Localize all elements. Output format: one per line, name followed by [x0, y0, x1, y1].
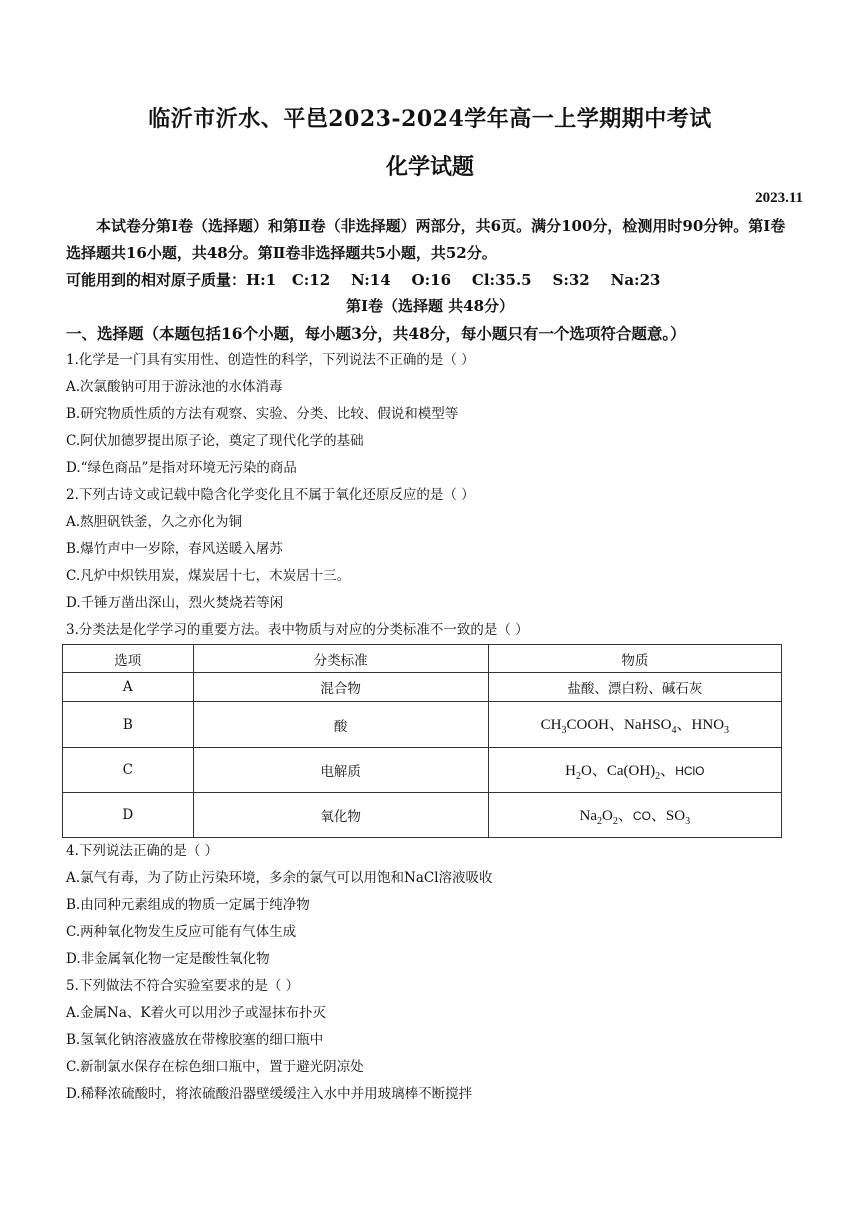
table-cell-standard: 混合物 — [193, 673, 488, 702]
exam-instructions: 本试卷分第Ⅰ卷（选择题）和第Ⅱ卷（非选择题）两部分，共6页。满分100分，检测用时90分钟。第Ⅰ卷选择题共16小题，共48分。第Ⅱ卷非选择题共5小题，共52分。 — [66, 217, 786, 262]
table-row — [63, 793, 782, 838]
question-option: B.爆竹声中一岁除，春风送暖入屠苏 — [66, 541, 283, 557]
table-cell-option: B — [63, 702, 194, 748]
formula-text: HNO — [691, 717, 725, 733]
formula-subscript: 2 — [612, 815, 618, 827]
formula-text: Na — [579, 807, 598, 824]
question-stem: 5.下列做法不符合实验室要求的是（ ） — [66, 978, 300, 994]
table-row — [63, 748, 782, 793]
table-cell-option: C — [63, 748, 194, 793]
table-header-cell: 选项 — [63, 645, 194, 673]
table-row — [63, 673, 782, 702]
formula-text: H — [565, 762, 576, 779]
separator: 、 — [676, 717, 692, 733]
question-option: C.两种氧化物发生反应可能有气体生成 — [66, 924, 297, 940]
formula-text: SO — [665, 807, 686, 824]
formula-text: HClO — [675, 763, 705, 778]
table-header-row — [63, 645, 782, 673]
exam-date: 2023.11 — [755, 190, 803, 206]
question-option: D.稀释浓硫酸时，将浓硫酸沿器壁缓缓注入水中并用玻璃棒不断搅拌 — [66, 1086, 473, 1102]
table-cell-option: A — [63, 673, 194, 702]
classification-table — [62, 644, 782, 838]
formula-text: CO — [632, 808, 651, 823]
table-cell-substances — [488, 702, 781, 748]
formula-text: CH — [540, 717, 562, 733]
atomic-masses: 可能用到的相对原子质量：H:1 C:12 N:14 O:16 Cl:35.5 S:32 Na:23 — [66, 271, 661, 289]
exam-subtitle: 化学试题 — [385, 154, 474, 180]
separator: 、 — [609, 717, 625, 733]
formula-subscript: 3 — [685, 815, 691, 827]
formula-text: NaHSO — [624, 717, 672, 733]
question-stem: 2.下列古诗文或记载中隐含化学变化且不属于氧化还原反应的是（ ） — [66, 487, 475, 503]
formula-subscript: 2 — [597, 815, 603, 827]
question-option: D.“绿色商品”是指对环境无污染的商品 — [66, 460, 297, 476]
table-header-cell: 分类标准 — [193, 645, 488, 673]
table-cell-option: D — [63, 793, 194, 838]
formula-text: COOH — [566, 717, 609, 733]
question-option: C.阿伏加德罗提出原子论，奠定了现代化学的基础 — [66, 433, 364, 449]
formula-subscript: 2 — [575, 770, 581, 782]
question-option: B.研究物质性质的方法有观察、实验、分类、比较、假说和模型等 — [66, 406, 459, 422]
table-cell-standard: 氧化物 — [193, 793, 488, 838]
table-cell-standard: 酸 — [193, 702, 488, 748]
question-option: D.千锤万凿出深山，烈火焚烧若等闲 — [66, 595, 284, 611]
question-option: C.凡炉中炽铁用炭，煤炭居十七，木炭居十三。 — [66, 568, 351, 584]
formula-subscript: 4 — [671, 725, 677, 736]
question-option: B.由同种元素组成的物质一定属于纯净物 — [66, 897, 310, 913]
table-row — [63, 702, 782, 748]
formula-subscript: 2 — [655, 770, 661, 782]
formula-text: O — [602, 807, 613, 824]
volume-title: 第Ⅰ卷（选择题 共48分） — [345, 297, 515, 315]
question-option: A.金属Na、K着火可以用沙子或湿抹布扑灭 — [66, 1005, 326, 1021]
table-cell-substances — [488, 748, 781, 793]
question-stem: 1.化学是一门具有实用性、创造性的科学，下列说法不正确的是（ ） — [66, 352, 475, 368]
question-option: A.氯气有毒，为了防止污染环境，多余的氯气可以用饱和NaCl溶液吸收 — [66, 870, 493, 886]
table-header-cell: 物质 — [488, 645, 781, 673]
question-option: D.非金属氧化物一定是酸性氧化物 — [66, 951, 270, 967]
formula-subscript: 3 — [724, 725, 730, 736]
formula-text: Ca(OH) — [606, 762, 656, 779]
section-heading: 一、选择题（本题包括16个小题，每小题3分，共48分，每小题只有一个选项符合题意。） — [66, 324, 686, 343]
question-option: C.新制氯水保存在棕色细口瓶中，置于避光阴凉处 — [66, 1059, 364, 1075]
question-option: A.熬胆矾铁釜，久之亦化为铜 — [66, 514, 243, 530]
question-stem: 4.下列说法正确的是（ ） — [66, 843, 219, 859]
table-cell-standard: 电解质 — [193, 748, 488, 793]
separator: 、 — [591, 762, 607, 779]
formula-subscript: 3 — [561, 725, 567, 736]
separator: 、 — [617, 807, 633, 824]
table-cell-substances — [488, 793, 781, 838]
separator: 、 — [650, 807, 666, 824]
exam-title: 临沂市沂水、平邑2023-2024学年高一上学期期中考试 — [148, 106, 712, 132]
table-cell-substances: 盐酸、漂白粉、碱石灰 — [488, 673, 781, 702]
question-stem: 3.分类法是化学学习的重要方法。表中物质与对应的分类标准不一致的是（ ） — [66, 622, 529, 638]
question-option: A.次氯酸钠可用于游泳池的水体消毒 — [66, 379, 283, 395]
separator: 、 — [660, 762, 676, 779]
question-option: B.氢氧化钠溶液盛放在带橡胶塞的细口瓶中 — [66, 1032, 324, 1048]
formula-text: O — [580, 762, 592, 779]
